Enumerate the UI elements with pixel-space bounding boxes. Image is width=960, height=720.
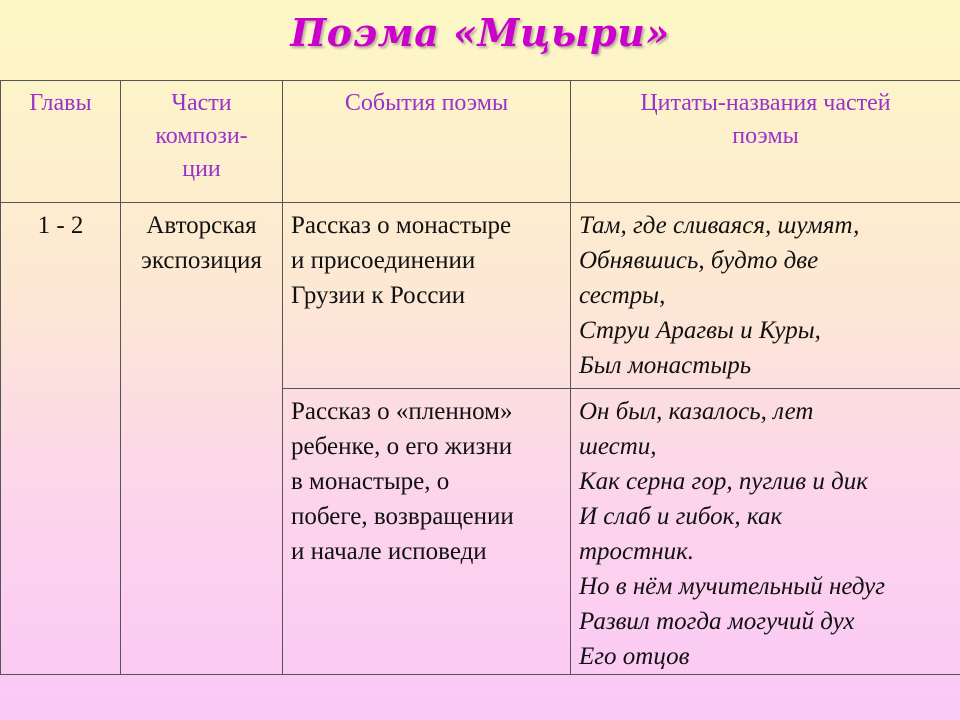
event-cell: Рассказ о «пленном» ребенке, о его жизни в монастыре, о побеге, возвращении и начале исповеди: [283, 389, 571, 675]
page-title: Поэма «Мцыри»: [290, 10, 670, 55]
header-quotes: Цитаты-названия частей поэмы: [571, 81, 960, 203]
header-chapters: Главы: [1, 81, 121, 203]
chapters-cell: 1 - 2: [1, 203, 121, 675]
table-header-row: [1, 81, 960, 203]
quote-cell: Там, где сливаяся, шумят, Обнявшись, будто две сестры, Струи Арагвы и Куры, Был монастырь: [571, 203, 960, 389]
header-composition-parts: Части компози- ции: [121, 81, 283, 203]
composition-part-cell: Авторская экспозиция: [121, 203, 283, 675]
event-cell: Рассказ о монастыре и присоединении Грузии к России: [283, 203, 571, 389]
table-row: [1, 203, 960, 389]
poem-structure-table: [0, 80, 960, 675]
header-poem-events: События поэмы: [283, 81, 571, 203]
quote-cell: Он был, казалось, лет шести, Как серна гор, пуглив и дик И слаб и гибок, как тростник. Но в нём мучительный недуг Развил тогда могучий дух Его отцов: [571, 389, 960, 675]
